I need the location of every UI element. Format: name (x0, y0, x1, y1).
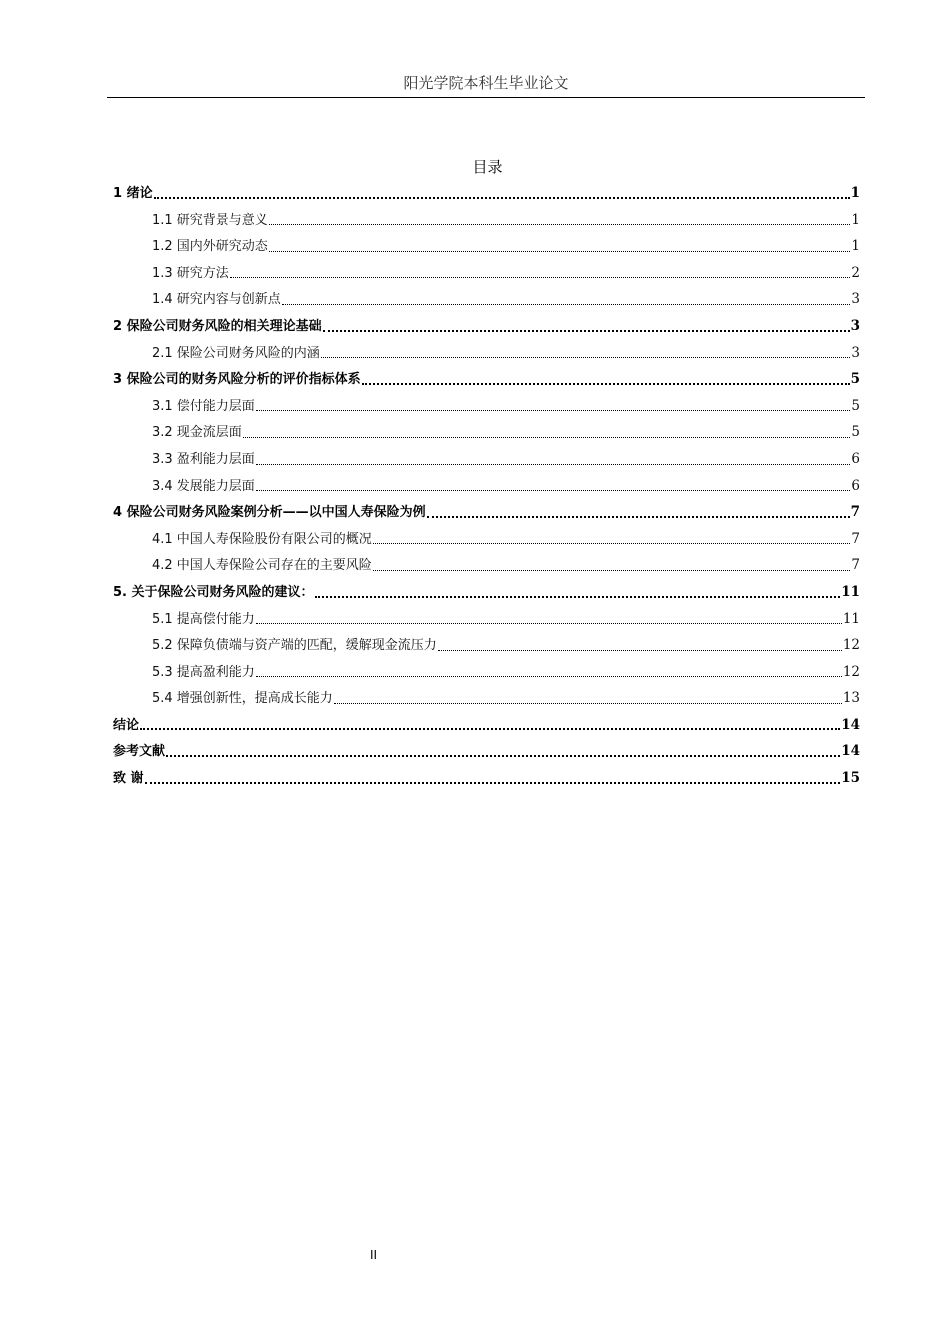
toc-entry[interactable] (113, 606, 860, 633)
running-header: 阳光学院本科生毕业论文 (107, 72, 865, 98)
toc-entry[interactable] (113, 180, 860, 207)
toc-leader-dots (256, 490, 851, 491)
toc-entry-page: 3 (851, 291, 860, 308)
toc-entry-page: 5 (851, 397, 860, 414)
toc-entry-label: 3.1 偿付能力层面 (152, 398, 255, 414)
toc-entry-label: 结论 (113, 717, 140, 733)
toc-leader-dots (315, 596, 841, 598)
toc-entry[interactable] (113, 473, 860, 500)
toc-entry-page: 5 (850, 371, 860, 388)
toc-entry-page: 12 (842, 663, 860, 680)
toc-entry-label: 1.4 研究内容与创新点 (152, 292, 281, 308)
toc-entry-page: 14 (841, 716, 860, 733)
toc-entry[interactable] (113, 526, 860, 553)
toc-entry[interactable] (113, 340, 860, 367)
toc-entry-label: 1.1 研究背景与意义 (152, 212, 268, 228)
toc-leader-dots (256, 623, 842, 624)
toc-entry-page: 11 (842, 610, 860, 627)
toc-leader-dots (145, 782, 841, 784)
toc-entry-page: 1 (851, 238, 860, 255)
toc-entry[interactable] (113, 260, 860, 287)
toc-entry-label: 3 保险公司的财务风险分析的评价指标体系 (113, 372, 361, 388)
toc-leader-dots (256, 464, 851, 465)
toc-entry-label: 1.2 国内外研究动态 (152, 239, 268, 255)
toc-entry-page: 14 (841, 743, 860, 760)
toc-leader-dots (140, 728, 840, 730)
toc-entry-page: 12 (842, 637, 860, 654)
toc-leader-dots (427, 516, 850, 518)
toc-entry-label: 2.1 保险公司财务风险的内涵 (152, 345, 320, 361)
toc-entry[interactable] (113, 366, 860, 393)
toc-entry-page: 13 (842, 690, 860, 707)
toc-entry-page: 1 (851, 211, 860, 228)
page-number: II (370, 1248, 378, 1262)
toc-entry-label: 3.3 盈利能力层面 (152, 451, 255, 467)
toc-entry-page: 2 (851, 264, 860, 281)
toc-entry[interactable] (113, 313, 860, 340)
toc-leader-dots (334, 703, 842, 704)
toc-entry-page: 11 (841, 583, 860, 600)
toc-leader-dots (321, 357, 851, 358)
toc-entry-label: 5. 关于保险公司财务风险的建议： (113, 584, 314, 600)
toc-entry-label: 5.2 保障负债端与资产端的匹配，缓解现金流压力 (152, 638, 437, 654)
toc-entry-label: 5.4 增强创新性，提高成长能力 (152, 691, 333, 707)
toc-entry[interactable] (113, 659, 860, 686)
toc-entry[interactable] (113, 579, 860, 606)
toc-entry[interactable] (113, 632, 860, 659)
toc-leader-dots (362, 383, 850, 385)
toc-entry[interactable] (113, 207, 860, 234)
toc-leader-dots (323, 330, 850, 332)
toc-entry[interactable] (113, 552, 860, 579)
toc-entry-page: 3 (850, 317, 860, 334)
toc-leader-dots (230, 277, 851, 278)
toc-entry[interactable] (113, 286, 860, 313)
toc-entry-label: 3.4 发展能力层面 (152, 478, 255, 494)
toc-leader-dots (166, 755, 840, 757)
toc-entry[interactable] (113, 499, 860, 526)
toc-entry-page: 6 (851, 450, 860, 467)
toc-entry-label: 1 绪论 (113, 186, 153, 201)
toc-leader-dots (438, 650, 842, 651)
toc-leader-dots (154, 197, 850, 199)
toc-entry-label: 参考文献 (113, 744, 166, 760)
toc-entry-label: 4.2 中国人寿保险公司存在的主要风险 (152, 558, 372, 574)
toc-entry[interactable] (113, 233, 860, 260)
toc-leader-dots (269, 224, 851, 225)
toc-entry-page: 3 (851, 344, 860, 361)
toc-entry[interactable] (113, 738, 860, 765)
toc-entry-page: 7 (850, 504, 860, 521)
toc-entry[interactable] (113, 712, 860, 739)
toc-entry-label: 4 保险公司财务风险案例分析——以中国人寿保险为例 (113, 505, 426, 521)
toc-leader-dots (269, 251, 851, 252)
toc-leader-dots (243, 437, 851, 438)
toc-entry-label: 2 保险公司财务风险的相关理论基础 (113, 318, 322, 334)
toc-entry-page: 15 (841, 770, 860, 787)
toc-entry-label: 5.1 提高偿付能力 (152, 611, 255, 627)
toc-leader-dots (256, 410, 851, 411)
toc-leader-dots (256, 676, 842, 677)
toc-entry-page: 7 (851, 557, 860, 574)
toc-leader-dots (373, 570, 851, 571)
toc-leader-dots (373, 543, 851, 544)
toc-entry-label: 致 谢 (113, 771, 144, 787)
toc-entry-label: 1.3 研究方法 (152, 265, 229, 281)
toc-entry[interactable] (113, 446, 860, 473)
toc-entry[interactable] (113, 685, 860, 712)
toc-leader-dots (282, 304, 851, 305)
toc-entry[interactable] (113, 419, 860, 446)
toc-entry-page: 6 (851, 477, 860, 494)
table-of-contents (113, 180, 860, 792)
toc-entry[interactable] (113, 393, 860, 420)
toc-entry[interactable] (113, 765, 860, 792)
toc-entry-label: 3.2 现金流层面 (152, 425, 242, 441)
toc-title: 目录 (472, 158, 503, 176)
toc-entry-page: 7 (851, 530, 860, 547)
toc-entry-label: 5.3 提高盈利能力 (152, 664, 255, 680)
toc-entry-page: 1 (850, 185, 860, 201)
toc-entry-page: 5 (851, 424, 860, 441)
toc-entry-label: 4.1 中国人寿保险股份有限公司的概况 (152, 531, 372, 547)
